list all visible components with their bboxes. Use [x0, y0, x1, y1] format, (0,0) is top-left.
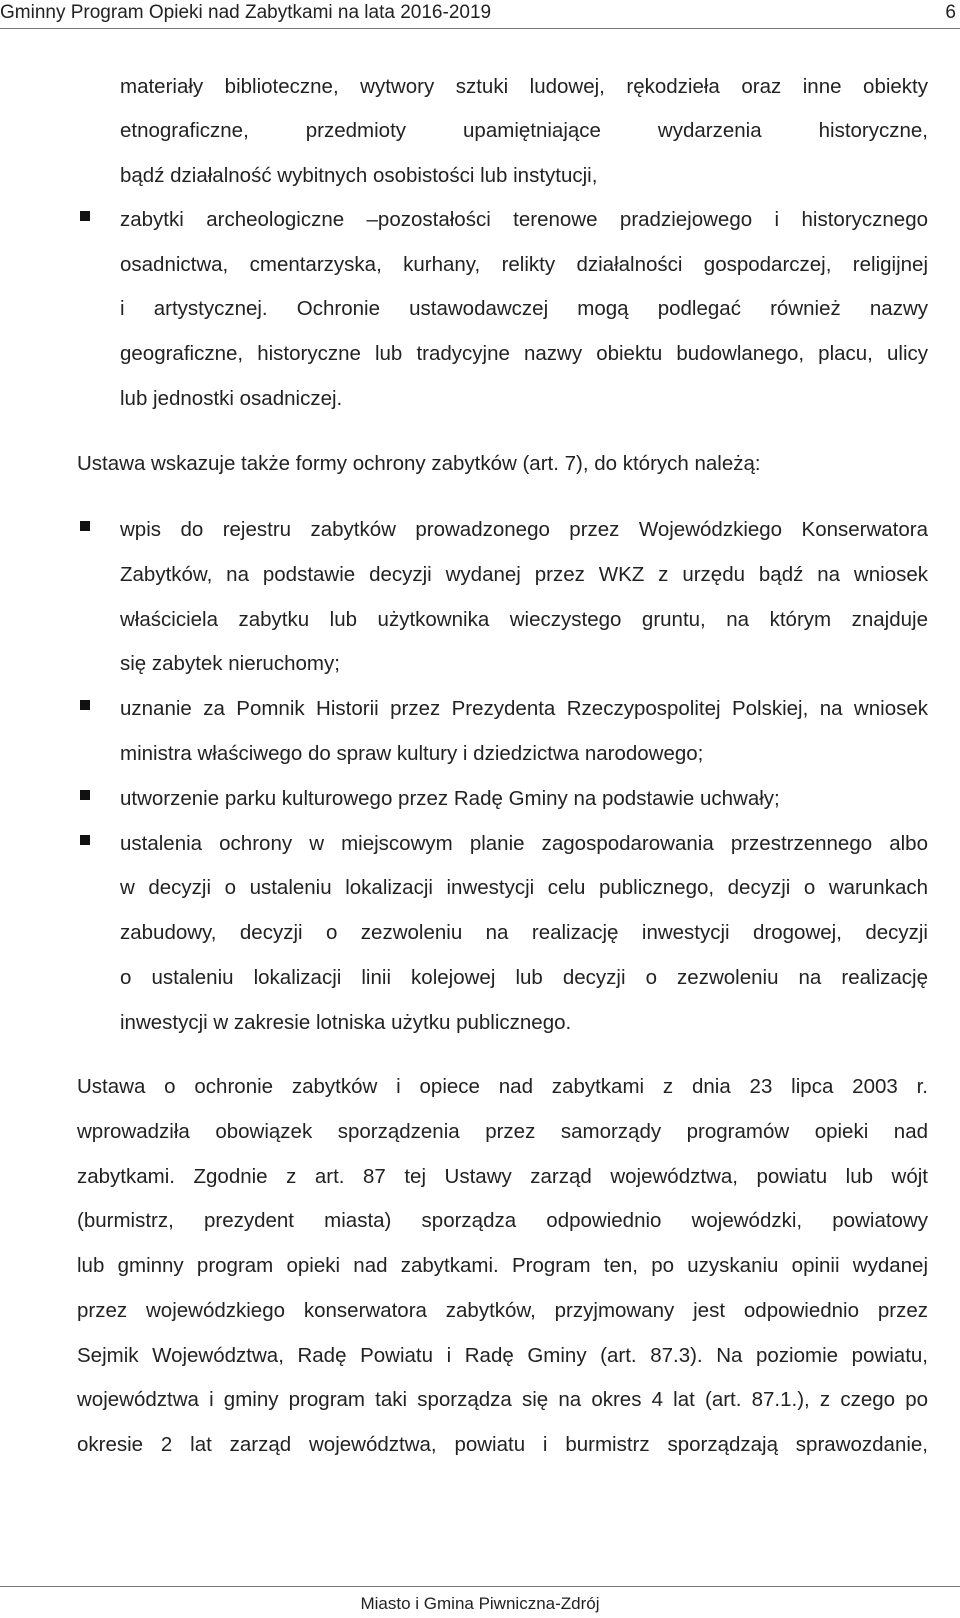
page-footer: [0, 1586, 960, 1618]
bullet-icon: [80, 211, 90, 221]
list-item-line: geograficzne, historyczne lub tradycyjne nazwy obiektu budowlanego, placu, ulicy: [120, 342, 928, 365]
list-item-line: utworzenie parku kulturowego przez Radę Gminy na podstawie uchwały;: [120, 787, 780, 810]
list-item-line: ustalenia ochrony w miejscowym planie zagospodarowania przestrzennego albo: [120, 832, 928, 855]
list-item-line: i artystycznej. Ochronie ustawodawczej mogą podlegać również nazwy: [120, 297, 928, 320]
list-item-line: lub jednostki osadniczej.: [120, 387, 343, 410]
list-item-line: Zabytków, na podstawie decyzji wydanej przez WKZ z urzędu bądź na wniosek: [120, 563, 928, 586]
list-item-line: się zabytek nieruchomy;: [120, 652, 340, 675]
forms-intro: Ustawa wskazuje także formy ochrony zabytków (art. 7), do których należą:: [77, 452, 761, 475]
page-header: [0, 0, 960, 29]
list-item-line: wpis do rejestru zabytków prowadzonego przez Wojewódzkiego Konserwatora: [120, 518, 928, 541]
bullet-icon: [80, 790, 90, 800]
body-line: bądź działalność wybitnych osobistości lub instytucji,: [120, 164, 598, 187]
paragraph-line: (burmistrz, prezydent miasta) sporządza odpowiednio wojewódzki, powiatowy: [77, 1209, 928, 1232]
paragraph-line: zabytkami. Zgodnie z art. 87 tej Ustawy zarząd województwa, powiatu lub wójt: [77, 1165, 928, 1188]
footer-text: Miasto i Gmina Piwniczna-Zdrój: [360, 1594, 600, 1613]
list-item-line: w decyzji o ustaleniu lokalizacji inwestycji celu publicznego, decyzji o warunkach: [120, 876, 928, 899]
bullet-icon: [80, 521, 90, 531]
list-item-line: osadnictwa, cmentarzyska, kurhany, relikty działalności gospodarczej, religijnej: [120, 253, 928, 276]
bullet-icon: [80, 835, 90, 845]
body-line: etnograficzne, przedmioty upamiętniające wydarzenia historyczne,: [120, 119, 928, 142]
bullet-icon: [80, 700, 90, 710]
list-item-line: inwestycji w zakresie lotniska użytku publicznego.: [120, 1011, 572, 1034]
list-item-line: ministra właściwego do spraw kultury i dziedzictwa narodowego;: [120, 742, 704, 765]
paragraph-line: Ustawa o ochronie zabytków i opiece nad zabytkami z dnia 23 lipca 2003 r.: [77, 1075, 928, 1098]
list-item-line: zabytki archeologiczne –pozostałości terenowe pradziejowego i historycznego: [120, 208, 928, 231]
list-item-line: zabudowy, decyzji o zezwoleniu na realizację inwestycji drogowej, decyzji: [120, 921, 928, 944]
document-title: Gminny Program Opieki nad Zabytkami na lata 2016-2019: [0, 2, 492, 23]
page-number: 6: [945, 2, 956, 23]
list-item-line: uznanie za Pomnik Historii przez Prezydenta Rzeczypospolitej Polskiej, na wniosek: [120, 697, 928, 720]
list-item-line: właściciela zabytku lub użytkownika wieczystego gruntu, na którym znajduje: [120, 608, 928, 631]
paragraph-line: lub gminny program opieki nad zabytkami. Program ten, po uzyskaniu opinii wydanej: [77, 1254, 928, 1277]
paragraph-line: województwa i gminy program taki sporządza się na okres 4 lat (art. 87.1.), z czego po: [77, 1388, 928, 1411]
paragraph-line: okresie 2 lat zarząd województwa, powiatu i burmistrz sporządzają sprawozdanie,: [77, 1433, 928, 1456]
paragraph-line: wprowadziła obowiązek sporządzenia przez samorządy programów opieki nad: [77, 1120, 928, 1143]
paragraph-line: Sejmik Województwa, Radę Powiatu i Radę Gminy (art. 87.3). Na poziomie powiatu,: [77, 1344, 928, 1367]
body-line: materiały biblioteczne, wytwory sztuki ludowej, rękodzieła oraz inne obiekty: [120, 75, 928, 98]
paragraph-line: przez wojewódzkiego konserwatora zabytków, przyjmowany jest odpowiednio przez: [77, 1299, 928, 1322]
list-item-line: o ustaleniu lokalizacji linii kolejowej lub decyzji o zezwoleniu na realizację: [120, 966, 928, 989]
